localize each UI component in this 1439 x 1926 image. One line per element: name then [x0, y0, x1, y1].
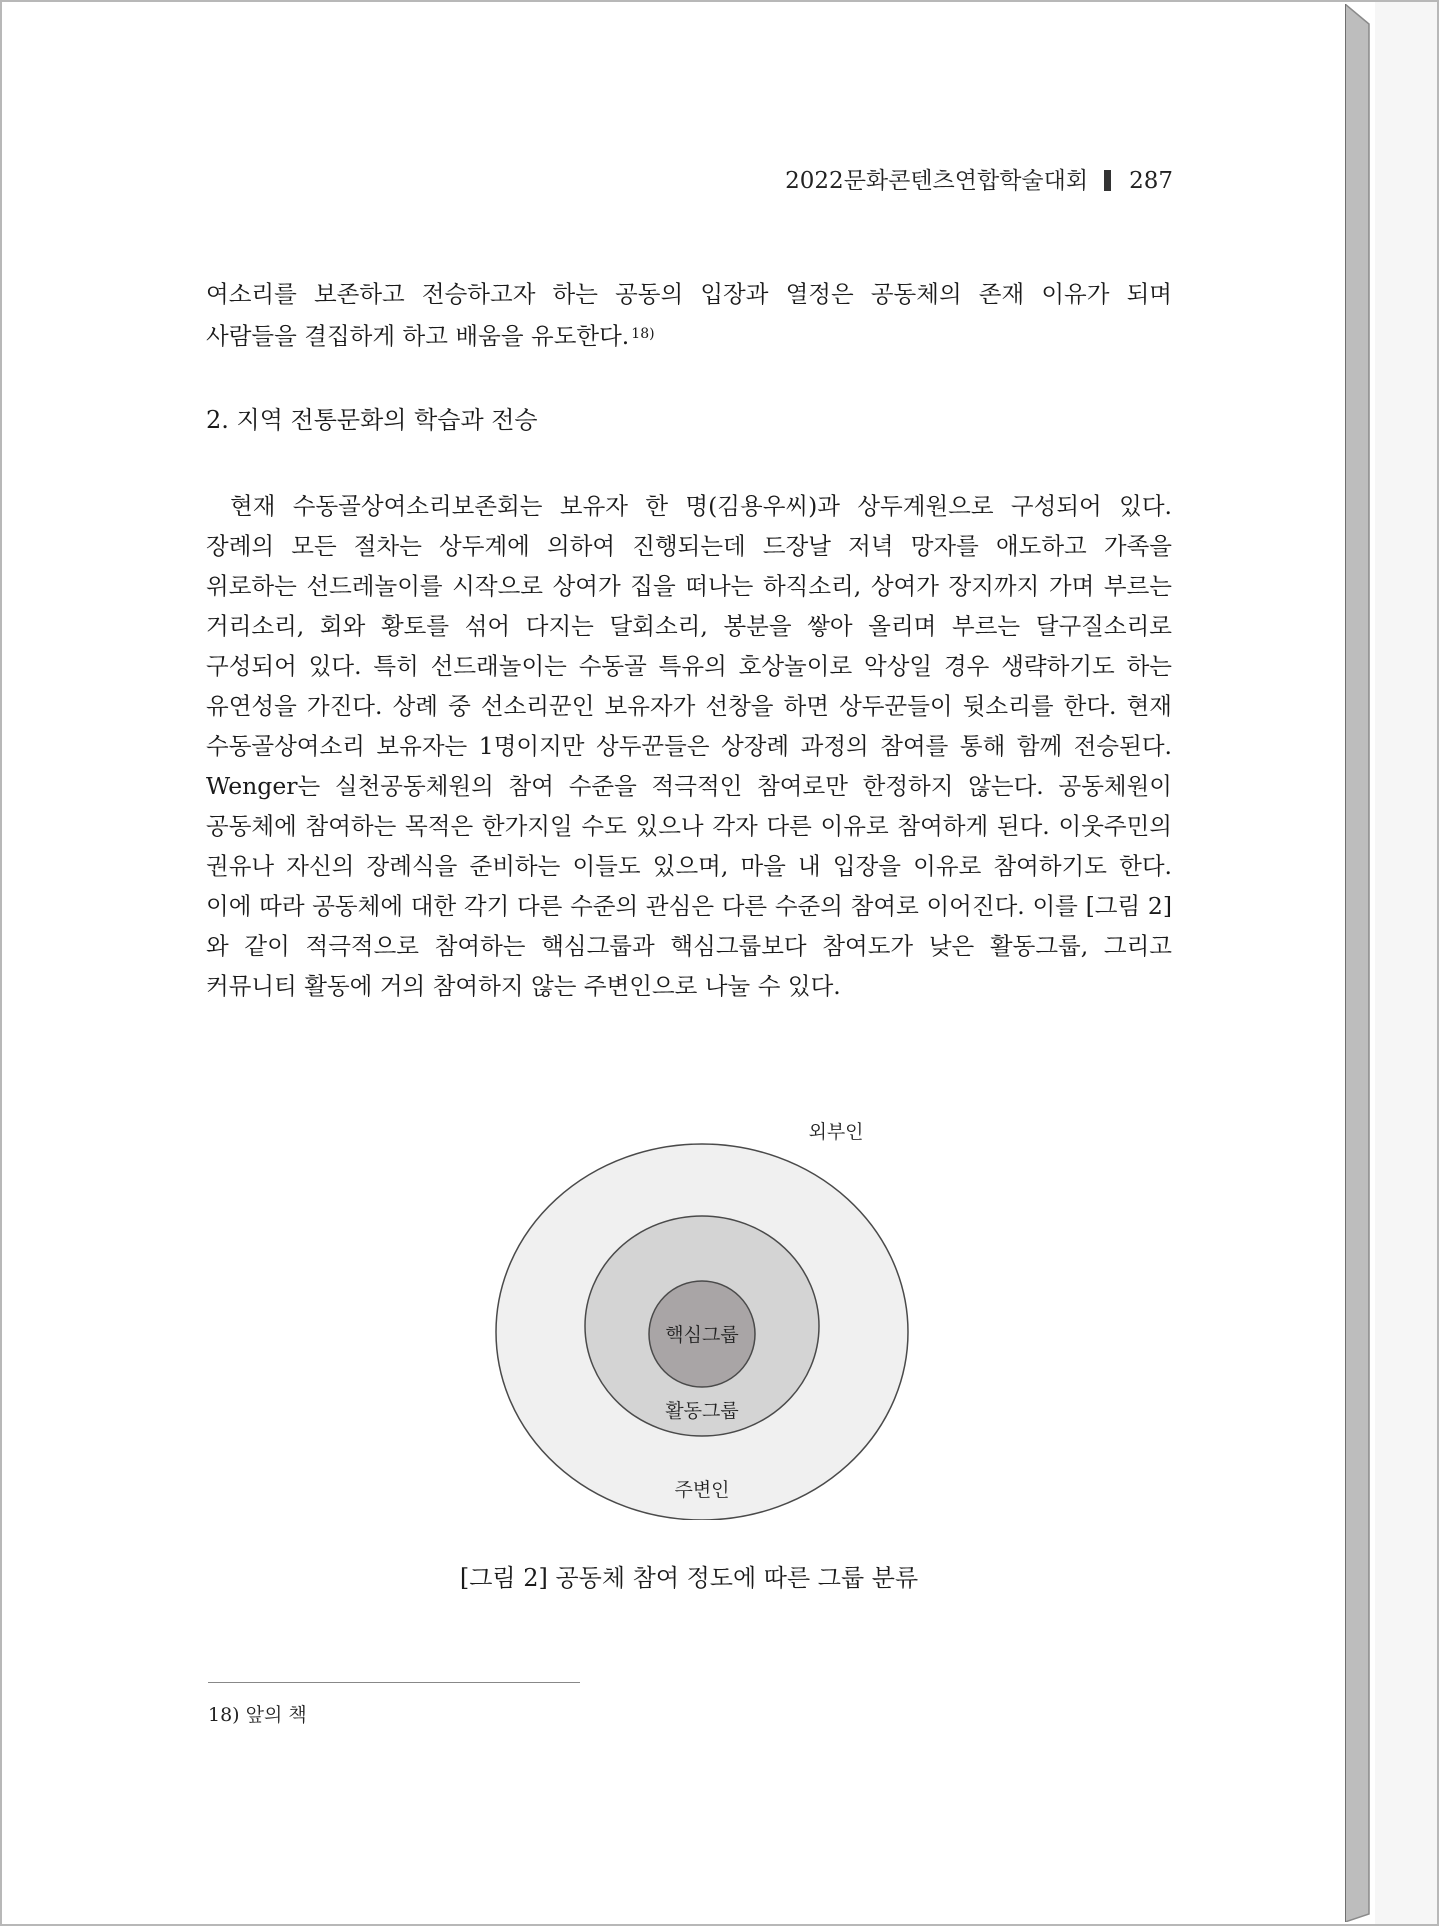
paragraph-1 [206, 274, 1172, 356]
page-edge [1345, 4, 1375, 1922]
footnote-divider [208, 1682, 580, 1683]
header-title: 2022문화콘텐츠연합학술대회 [785, 168, 1089, 194]
footnote-ref-18[interactable]: 18) [631, 326, 655, 342]
right-margin [1375, 2, 1437, 1924]
figure-caption: [그림 2] 공동체 참여 정도에 따른 그룹 분류 [459, 1564, 919, 1592]
paragraph-1-block [206, 274, 1172, 356]
page-number: 287 [1129, 168, 1173, 194]
paragraph-2-block [206, 486, 1172, 1006]
section-heading: 2. 지역 전통문화의 학습과 전승 [206, 406, 538, 434]
footnote-18: 18) 앞의 책 [208, 1704, 307, 1726]
participation-diagram [492, 1120, 922, 1520]
peripheral-label: 주변인 [674, 1479, 730, 1501]
core-label: 핵심그룹 [665, 1324, 739, 1346]
document-page [2, 2, 1345, 1924]
active-label: 활동그룹 [665, 1400, 739, 1422]
running-header [785, 162, 1173, 195]
paragraph-2: 현재 수동골상여소리보존회는 보유자 한 명(김용우씨)과 상두계원으로 구성되어 있다. 장례의 모든 절차는 상두계에 의하여 진행되는데 드장날 저녁 망자를 애도하고 가족을 위로하는 선드레놀이를 시작으로 상여가 집을 떠나는 하직소리, 상여가 장지까지 가며 부르는 거리소리, 회와 황토를 섞어 다지는 달회소리, 봉분을 쌓아 올리며 부르는 달구질소리로 구성되어 있다. 특히 선드래놀이는 수동골 특유의 호상놀이로 악상일 경우 생략하기도 하는 유연성을 가진다. 상례 중 선소리꾼인 보유자가 선창을 하면 상두꾼들이 뒷소리를 한다. 현재 수동골상여소리 보유자는 1명이지만 상두꾼들은 상장례 과정의 참여를 통해 함께 전승된다. Wenger는 실천공동체원의 참여 수준을 적극적인 참여로만 한정하지 않는다. 공동체원이 공동체에 참여하는 목적은 한가지일 수도 있으나 각자 다른 이유로 참여하게 된다. 이웃주민의 권유나 자신의 장례식을 준비하는 이들도 있으며, 마을 내 입장을 이유로 참여하기도 한다. 이에 따라 공동체에 대한 각기 다른 수준의 관심은 다른 수준의 참여로 이어진다. 이를 [그림 2]와 같이 적극적으로 참여하는 핵심그룹과 핵심그룹보다 참여도가 낮은 활동그룹, 그리고 커뮤니티 활동에 거의 참여하지 않는 주변인으로 나눌 수 있다. [206, 492, 1172, 1000]
header-separator [1104, 170, 1111, 191]
outside-label: 외부인 [808, 1121, 864, 1143]
paragraph-1-text: 여소리를 보존하고 전승하고자 하는 공동의 입장과 열정은 공동체의 존재 이유가 되며 사람들을 결집하게 하고 배움을 유도한다. [206, 280, 1172, 350]
concentric-circles-svg [492, 1120, 922, 1520]
page-edge-svg [1345, 4, 1375, 1922]
